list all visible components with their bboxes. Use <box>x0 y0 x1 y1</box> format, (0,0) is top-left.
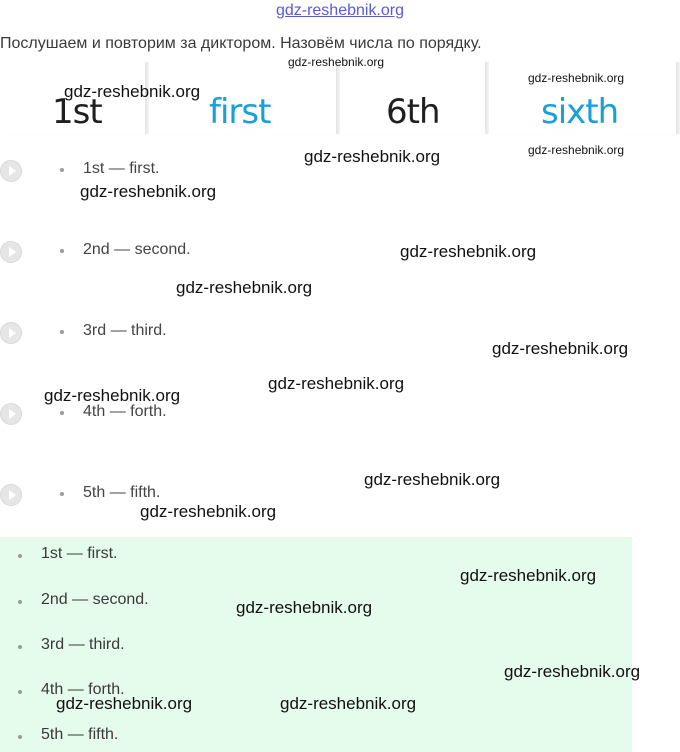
card-number-2 <box>340 62 485 134</box>
answer-item <box>0 635 632 659</box>
watermark: gdz-reshebnik.org <box>268 374 405 393</box>
watermark: gdz-reshebnik.org <box>504 662 641 681</box>
bullet-icon <box>60 168 64 172</box>
watermark: gdz-reshebnik.org <box>528 71 625 85</box>
bullet-icon <box>18 735 22 739</box>
watermark: gdz-reshebnik.org <box>80 182 217 201</box>
card-label: first <box>209 92 271 132</box>
bullet-icon <box>60 249 64 253</box>
answer-item-text: 1st — first. <box>41 545 118 562</box>
bullet-icon <box>18 554 22 558</box>
audio-item-text: 4th — forth. <box>83 403 167 420</box>
card-label: 1st <box>52 92 102 132</box>
answer-item-text: 3rd — third. <box>41 636 125 653</box>
answer-item-text: 4th — forth. <box>41 681 125 698</box>
play-icon[interactable] <box>0 403 22 425</box>
card-label: 6th <box>386 92 440 132</box>
answer-item <box>0 725 632 749</box>
bullet-icon <box>18 690 22 694</box>
task-instruction: Послушаем и повторим за диктором. Назовём числа по порядку. <box>0 35 482 52</box>
play-icon[interactable] <box>0 484 22 506</box>
watermark: gdz-reshebnik.org <box>460 566 597 585</box>
play-icon[interactable] <box>0 322 22 344</box>
watermark: gdz-reshebnik.org <box>280 694 417 713</box>
site-header-link[interactable]: gdz-reshebnik.org <box>275 2 405 19</box>
card-divider <box>676 62 680 134</box>
watermark: gdz-reshebnik.org <box>56 694 193 713</box>
audio-item-text: 1st — first. <box>83 160 160 177</box>
bullet-icon <box>60 492 64 496</box>
watermark: gdz-reshebnik.org <box>364 470 501 489</box>
audio-item <box>0 482 680 508</box>
watermark: gdz-reshebnik.org <box>304 147 441 166</box>
play-icon[interactable] <box>0 160 22 182</box>
audio-item-text: 2nd — second. <box>83 241 191 258</box>
answer-item-text: 5th — fifth. <box>41 726 119 743</box>
watermark: gdz-reshebnik.org <box>236 598 373 617</box>
audio-item <box>0 239 680 265</box>
play-icon[interactable] <box>0 241 22 263</box>
card-label: sixth <box>541 92 619 132</box>
answer-item-text: 2nd — second. <box>41 591 149 608</box>
watermark: gdz-reshebnik.org <box>288 55 385 69</box>
answer-item <box>0 544 632 568</box>
bullet-icon <box>60 330 64 334</box>
audio-item-text: 5th — fifth. <box>83 484 161 501</box>
watermark: gdz-reshebnik.org <box>492 339 629 358</box>
bullet-icon <box>18 645 22 649</box>
watermark: gdz-reshebnik.org <box>528 143 625 157</box>
watermark: gdz-reshebnik.org <box>44 386 181 405</box>
watermark: gdz-reshebnik.org <box>140 502 277 521</box>
watermark: gdz-reshebnik.org <box>176 278 313 297</box>
bullet-icon <box>18 600 22 604</box>
watermark: gdz-reshebnik.org <box>64 82 201 101</box>
bullet-icon <box>60 411 64 415</box>
watermark: gdz-reshebnik.org <box>400 242 537 261</box>
audio-item-text: 3rd — third. <box>83 322 167 339</box>
